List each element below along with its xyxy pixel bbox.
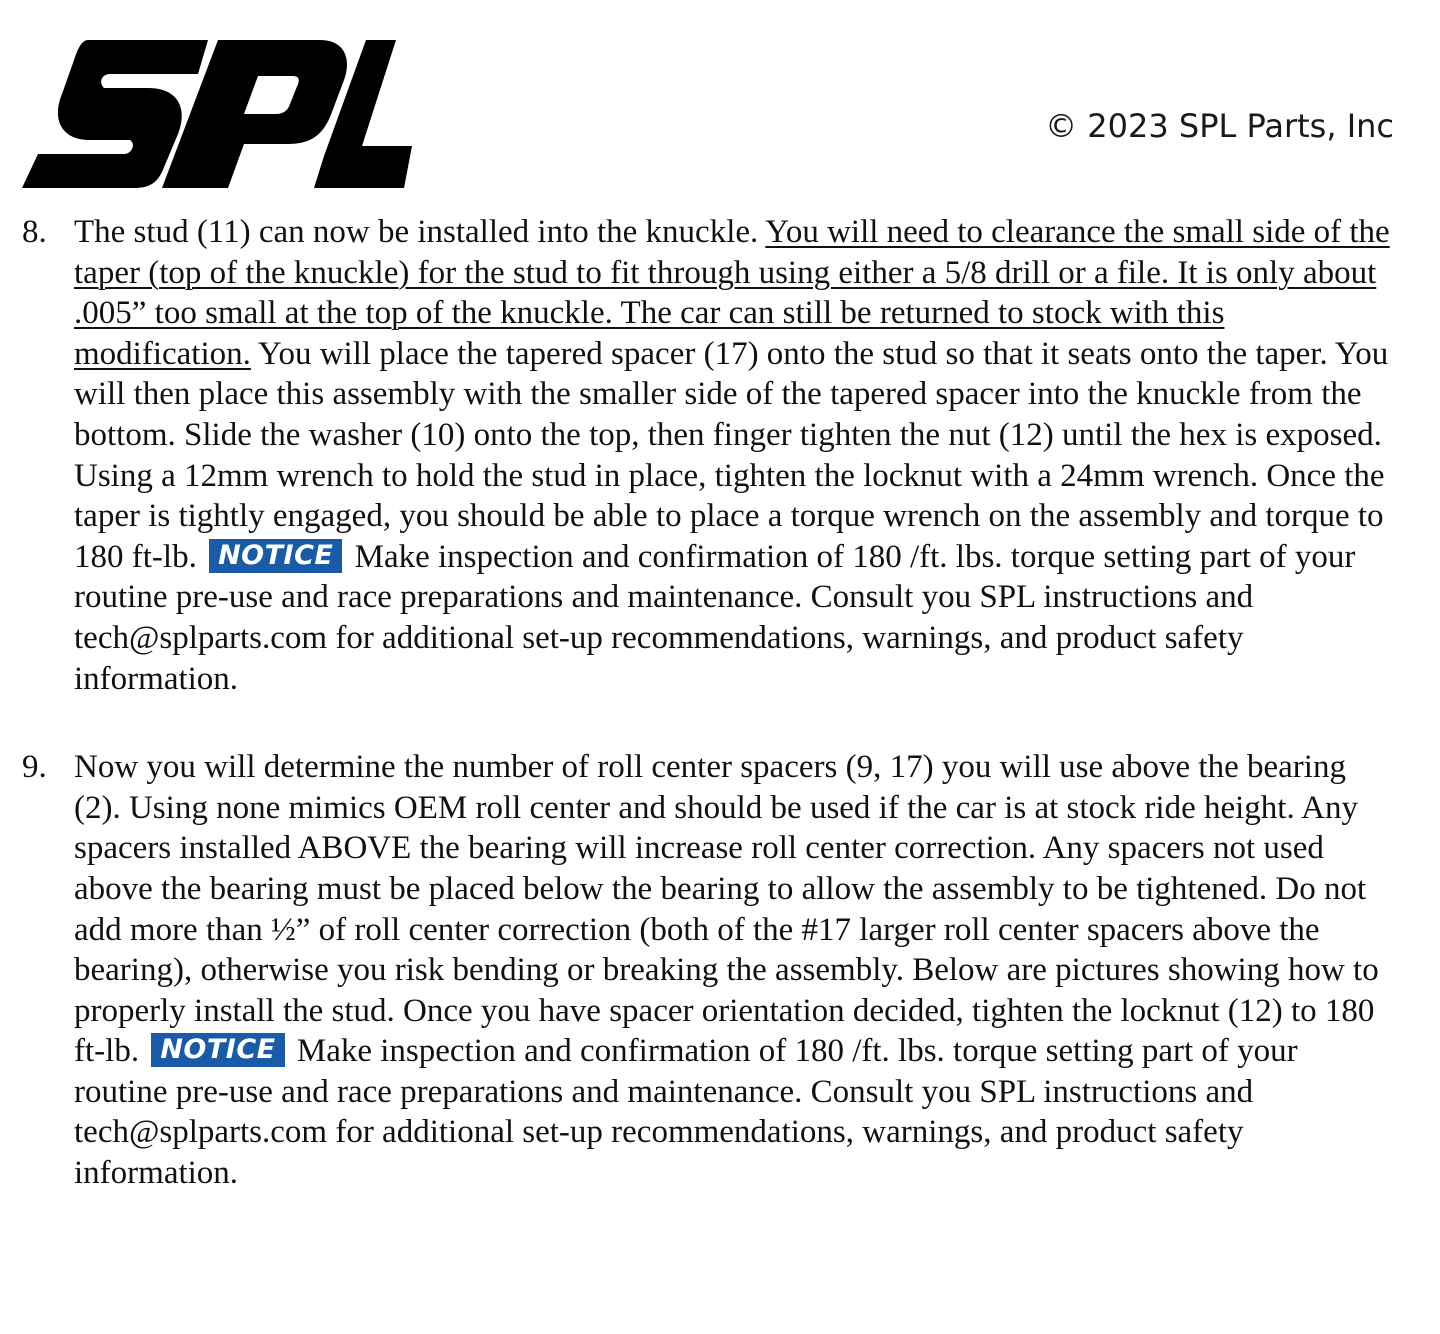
step-number: 8. <box>22 214 47 250</box>
copyright-notice: © 2023 SPL Parts, Inc <box>1045 107 1394 145</box>
step-body: Now you will determine the number of roll center spacers (9, 17) you will use above the bearing (2). Using none mimics OEM roll center and should be used if the car is at stock ride height. Any spacers installed ABOVE the bearing will increase roll center correction. Any spacers not used above the bearing must be placed below the bearing to allow the assembly to be tightened. Do not add more than ½” of roll center correction (both of the #17 larger roll center spacers above the bearing), otherwise you risk bending or breaking the assembly. Below are pictures showing how to properly install the stud. Once you have spacer orientation decided, tighten the locknut (12) to 180 ft-lb. <box>74 749 1379 1070</box>
notice-badge: NOTICE <box>151 1033 284 1067</box>
notice-text: Make inspection and confirmation of 180 /ft. lbs. torque setting part of your routine pre-use and race preparations and maintenance. Consult you SPL instructions and tech@splparts.com for additional set-up recommendations, warnings, and product safety information. <box>74 1033 1298 1192</box>
instruction-steps <box>22 212 1394 1194</box>
step-underlined-note: You will need to clearance the small side of the taper (top of the knuckle) for the stud to fit through using either a 5/8 drill or a file. It is only about .005” too small at the top of the knuckle. The car can still be returned to stock with this modification. <box>74 214 1390 372</box>
spl-logo <box>22 36 412 188</box>
instruction-step-9 <box>22 747 1394 1194</box>
step-number: 9. <box>22 749 47 786</box>
instruction-step-8 <box>22 212 1394 699</box>
notice-text: Make inspection and confirmation of 180 /ft. lbs. torque setting part of your routine pre-use and race preparations and maintenance. Consult you SPL instructions and tech@splparts.com for additional set-up recommendations, warnings, and product safety information. <box>74 538 1356 697</box>
notice-badge: NOTICE <box>209 539 342 573</box>
step-intro: The stud (11) can now be installed into the knuckle. <box>74 214 766 250</box>
step-text <box>74 747 1394 1194</box>
step-text <box>74 212 1394 699</box>
step-body: You will place the tapered spacer (17) onto the stud so that it seats onto the taper. You will then place this assembly with the smaller side of the tapered spacer into the knuckle from the bottom. Slide the washer (10) onto the top, then finger tighten the nut (12) until the hex is exposed. Using a 12mm wrench to hold the stud in place, tighten the locknut with a 24mm wrench. Once the taper is tightly engaged, you should be able to place a torque wrench on the assembly and torque to 180 ft-lb. <box>74 335 1389 575</box>
